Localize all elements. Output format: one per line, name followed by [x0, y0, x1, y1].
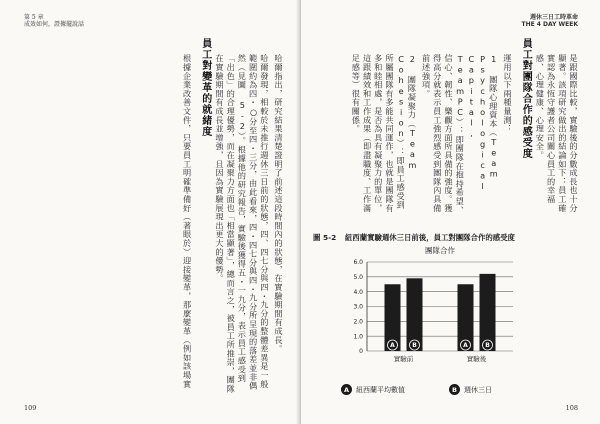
y-tick-label: 0 [359, 348, 363, 356]
body-paragraph: 運用以下兩種量測： [502, 54, 513, 134]
right-body-text [315, 38, 579, 216]
y-tick-label: 1.0 [353, 333, 363, 341]
left-page-number: 109 [24, 404, 37, 412]
legend-label-b: 週休三日 [464, 385, 492, 394]
team-cohesion-bar-chart [341, 244, 521, 379]
bar-marker-label: A [390, 342, 395, 350]
legend-item-a [341, 384, 405, 395]
left-page [0, 0, 299, 424]
chart-title: 團隊合作 [425, 246, 455, 255]
figure-number: 圖 5-2 [313, 233, 337, 242]
right-running-header [521, 14, 578, 28]
bar-marker-label: B [485, 342, 490, 350]
section-heading: 員工對變革的就緒度 [199, 38, 211, 137]
chapter-label: 第 5 章 [24, 14, 44, 21]
x-tick-label: 實驗前 [393, 355, 414, 363]
y-tick-label: 4.0 [353, 288, 363, 296]
x-tick-label: 實驗後 [466, 355, 487, 363]
body-paragraph: 是跟國際比較，實驗後的分數成長也十分顯著。該項研究做出的結論如下：員工確實認為永恆守護者公司關心員工的幸福感、心理健康、心理安全。 [535, 54, 579, 213]
body-paragraph: 哈爾發現，相較於未推行週休三日前的狀態，四、四七分與四・九分的整體差異是一般範圍約為四・○分至四・三分，由此看來，四・四七分與四・九分所呈現的落差並非偶然（見圖 5-2）。根據他的研究報告，實驗後獲得五・一九分，表示員工感受到「出色」的合理優勢，而在凝聚力方面也「相當顯著」，總而言之，被員工所推崇，團隊在實驗期間有成長並增強，且因為實驗展現出更大的優勢。 [214, 54, 270, 394]
chart-legend [341, 384, 541, 398]
y-tick-label: 2.0 [353, 318, 363, 326]
bar-marker-label: B [412, 342, 417, 350]
book-title-en: THE 4 DAY WEEK [521, 21, 578, 28]
legend-item-b [449, 384, 492, 395]
left-running-header [24, 14, 84, 28]
y-tick-label: 5.0 [353, 274, 363, 282]
legend-label-a: 紐西蘭平均數值 [356, 385, 405, 394]
bar-marker-label: A [463, 342, 468, 350]
left-body-text [22, 38, 284, 394]
body-paragraph: 哈爾指出，研究結果清楚證明了前述這段時間內的狀態，在實驗期間有成長。 [274, 54, 284, 354]
chapter-title: 成效如何，證據擺說話 [24, 21, 85, 28]
body-paragraph: 2 團隊凝聚力（Team Cohesion）：即員工感受到所屬團隊有多能共同運作，也就是團隊有多和睦相處，是否為具有凝聚力的單位，這跟績效和工作成果（即盡職度、工作滿足感等）很有關係。 [351, 54, 418, 213]
right-page-number: 108 [565, 404, 578, 412]
bar-b-2 [480, 274, 496, 351]
body-paragraph: 1 團隊心理資本（Team Psychological Capital, TeamPC）：即團隊在抱持希望、信心、韌性、樂觀方面所具備的強度。獲得高分就表示員工強烈感受到團隊內具備前述強項。 [421, 54, 499, 215]
right-page [301, 0, 600, 424]
y-tick-label: 3.0 [353, 303, 363, 311]
legend-marker-a: A [341, 384, 352, 395]
section-heading: 員工對團隊合作的感受度 [520, 38, 532, 159]
y-tick-label: 6.0 [353, 259, 363, 267]
legend-marker-b: B [449, 384, 460, 395]
figure-caption-text: 紐西蘭實驗週休三日前後，員工對團隊合作的感受度 [344, 233, 515, 242]
figure-caption [313, 232, 515, 243]
body-paragraph: 根據企業改善文件，只要員工明確準備好（著眼於）迎接變革，那麼變革（例如該場實 [182, 54, 193, 389]
book-title: 週休三日工時革命 [529, 14, 578, 21]
